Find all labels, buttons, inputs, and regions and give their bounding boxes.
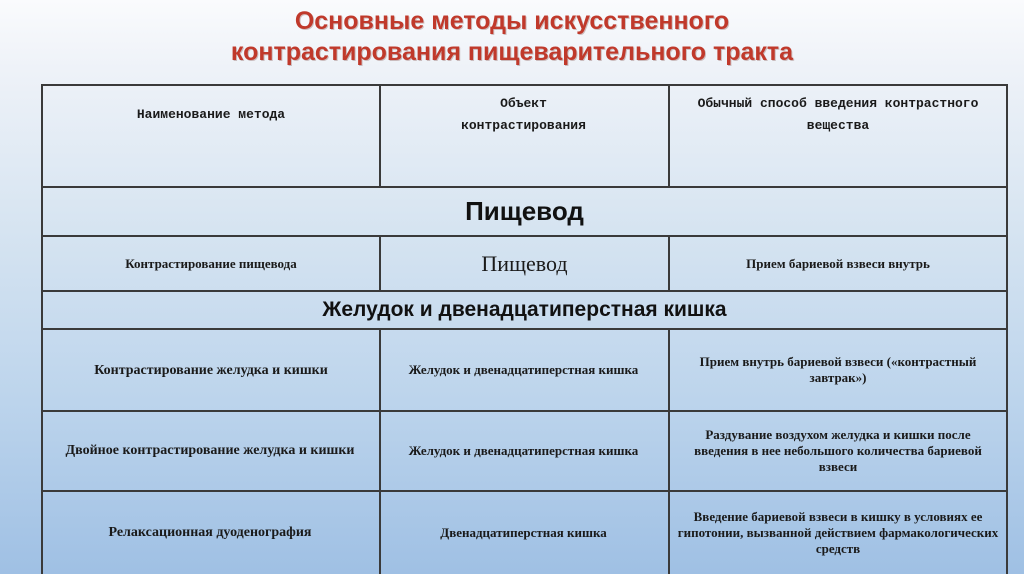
table-border-right xyxy=(1006,84,1008,574)
row-2-object: Желудок и двенадцатиперстная кишка xyxy=(408,362,639,377)
table-border-left xyxy=(41,84,43,574)
header-route: Обычный способ введения контрастного вещества xyxy=(697,96,979,133)
row-1-route: Прием бариевой взвеси внутрь xyxy=(746,255,930,271)
row-4-object: Двенадцатиперстная кишка xyxy=(440,525,607,540)
section-heading-esophagus: Пищевод xyxy=(465,196,584,226)
row-3-object: Желудок и двенадцатиперстная кишка xyxy=(408,443,639,458)
row-1-method: Контрастирование пищевода xyxy=(125,255,297,271)
slide-title-line-2: контрастирования пищеварительного тракта xyxy=(230,38,794,66)
slide-title-line-1: Основные методы искусственного xyxy=(294,7,730,35)
column-divider xyxy=(668,84,670,186)
row-4-method: Релаксационная дуоденография xyxy=(108,525,312,540)
column-divider xyxy=(668,328,670,574)
section-heading-stomach-duodenum: Желудок и двенадцатиперстная кишка xyxy=(322,298,727,321)
row-3-route: Раздувание воздухом желудка и кишки после введения в нее небольшого количества бариевой взвеси xyxy=(694,427,982,474)
row-4-route: Введение бариевой взвеси в кишку в условиях ее гипотонии, вызванной действием фармакологических средств xyxy=(677,509,999,556)
row-2-route: Прием внутрь бариевой взвеси («контрастный завтрак») xyxy=(699,354,977,385)
methods-table xyxy=(41,84,1008,574)
row-1-object: Пищевод xyxy=(481,250,568,276)
row-3-method: Двойное контрастирование желудка и кишки xyxy=(65,443,355,458)
column-divider xyxy=(379,328,381,574)
header-object: Объект контрастирования xyxy=(461,96,586,133)
row-2-method: Контрастирование желудка и кишки xyxy=(94,362,328,378)
slide-title xyxy=(0,6,1024,68)
column-divider xyxy=(379,84,381,186)
header-method: Наименование метода xyxy=(136,107,286,122)
